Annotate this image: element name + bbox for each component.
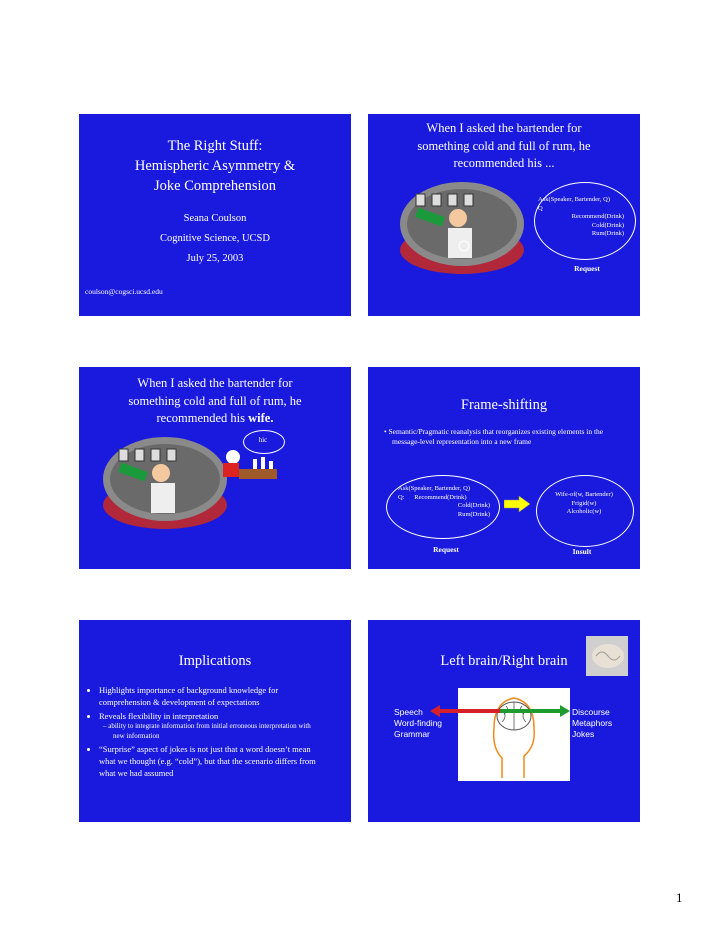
speech-bubble-text: hic bbox=[258, 436, 268, 444]
email: coulson@cogsci.ucsd.edu bbox=[85, 287, 163, 296]
insult-label: Insult bbox=[572, 547, 592, 556]
slide-4-title: Frame-shifting bbox=[460, 397, 548, 413]
request-label: Request bbox=[433, 545, 459, 554]
slide-3 bbox=[79, 367, 351, 569]
slide-2 bbox=[368, 114, 640, 316]
slide-1-byline bbox=[79, 209, 351, 269]
slide-6 bbox=[368, 620, 640, 822]
request-label: Request bbox=[574, 264, 600, 273]
right-arrow-icon bbox=[500, 705, 570, 717]
brain-diagram bbox=[458, 688, 570, 781]
right-brain-functions: Discourse Metaphors Jokes bbox=[572, 707, 613, 739]
head-outline-illustration bbox=[458, 688, 570, 781]
slide-5-title: Implications bbox=[178, 653, 252, 669]
sub-bullet-item: – ability to integrate information from initial erroneous interpretation with new information bbox=[113, 722, 323, 741]
hemisphere-arrows bbox=[430, 704, 570, 718]
author-name: Seana Coulson bbox=[183, 213, 247, 224]
slide-3-title: When I asked the bartender for something cold and full of rum, he recommended his wife. bbox=[128, 376, 302, 425]
insult-frame-text: Wife-of(w, Bartender) Frigid(w) Alcoholic(w) bbox=[555, 491, 613, 515]
bullet-item: • Highlights importance of background knowledge for comprehension & development of expectations bbox=[99, 684, 323, 708]
slide-2-title: When I asked the bartender for something cold and full of rum, he recommended his ... bbox=[417, 121, 591, 170]
page-number: 1 bbox=[676, 890, 683, 905]
bullet-item: • Reveals flexibility in interpretation – ability to integrate information from initial erroneous interpretation with new information bbox=[99, 710, 323, 741]
bartender-illustration bbox=[99, 435, 231, 533]
slide-5-bullets bbox=[89, 684, 323, 781]
punchline-word: wife. bbox=[248, 411, 274, 425]
brain-photo bbox=[586, 636, 628, 676]
left-brain-functions: Speech Word-finding Grammar bbox=[394, 707, 443, 739]
slide-4-bullets bbox=[382, 427, 626, 446]
arrow-right-icon bbox=[504, 496, 530, 512]
slide-5 bbox=[79, 620, 351, 822]
slide-4 bbox=[368, 367, 640, 569]
request-frame-text: Ask(Speaker, Bartender, Q) Q Recommend(Drink) Cold(Drink) Rum(Drink) bbox=[538, 196, 624, 237]
request-frame-text: Ask(Speaker, Bartender, Q) Q: Recommend(Drink) Cold(Drink) Rum(Drink) bbox=[398, 485, 490, 518]
bullet-item: • Semantic/Pragmatic reanalysis that reorganizes existing elements in the message-level representation into a new frame bbox=[384, 427, 604, 446]
bartender-illustration bbox=[396, 180, 528, 278]
bullet-item: • “Surprise” aspect of jokes is not just that a word doesn’t mean what we thought (e.g. “cold”), but that the scenario differs from what we had assumed bbox=[99, 743, 323, 779]
slide-1 bbox=[79, 114, 351, 316]
slide-1-title: The Right Stuff: Hemispheric Asymmetry & Joke Comprehension bbox=[134, 138, 296, 194]
affiliation: Cognitive Science, UCSD bbox=[160, 233, 270, 244]
slide-6-title: Left brain/Right brain bbox=[440, 653, 568, 669]
date: July 25, 2003 bbox=[186, 253, 244, 264]
drunk-man-illustration bbox=[219, 447, 281, 485]
